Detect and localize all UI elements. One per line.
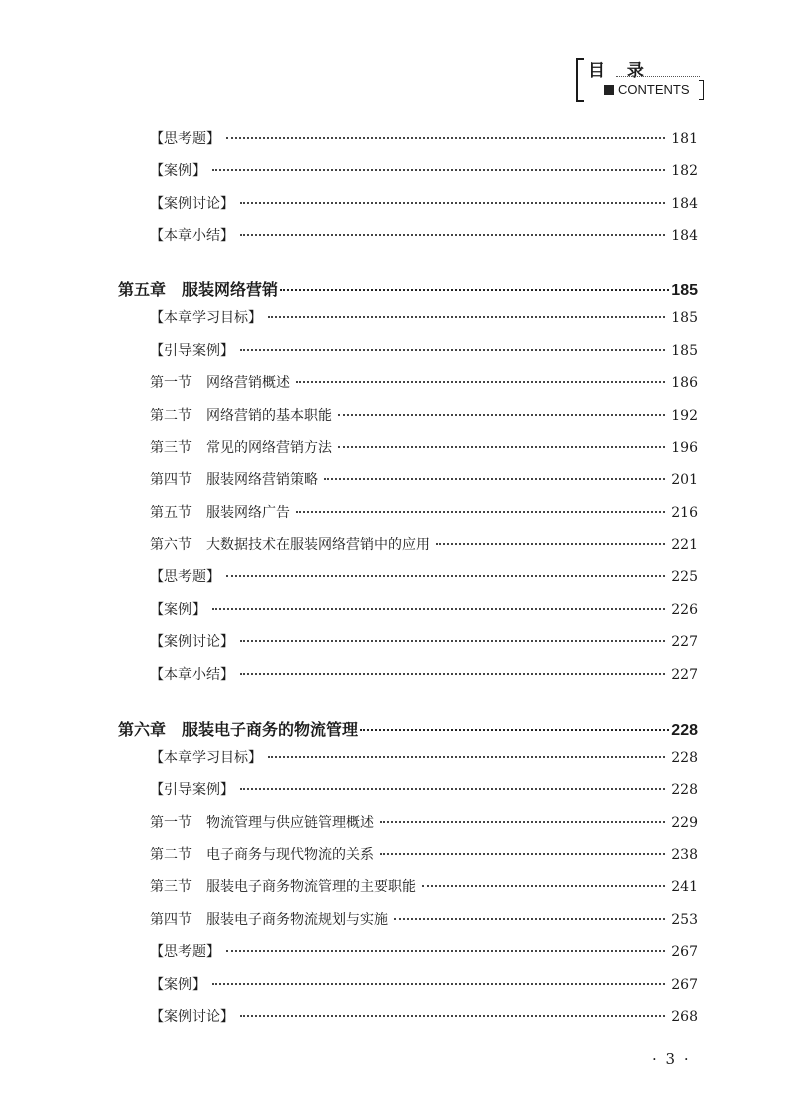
toc-entry-row	[150, 307, 698, 331]
toc-entry-label: 【思考题】	[150, 569, 220, 585]
dot-leader	[212, 608, 665, 610]
toc-entry-row	[150, 844, 698, 868]
dot-leader	[240, 673, 665, 675]
toc-entry-page: 228	[671, 722, 698, 739]
toc-entry-label: 第五章 服装网络营销	[118, 282, 279, 299]
toc-entry-label: 第一节 物流管理与供应链管理概述	[150, 815, 374, 831]
toc-entry-row	[150, 405, 698, 429]
toc-entry-row	[150, 193, 698, 217]
dot-leader	[360, 729, 669, 731]
toc-entry-label: 第三节 服装电子商务物流管理的主要职能	[150, 879, 416, 895]
dot-leader	[226, 137, 665, 139]
toc-entry-label: 第一节 网络营销概述	[150, 375, 290, 391]
dot-leader	[338, 414, 665, 416]
toc-entry-page: 227	[671, 634, 698, 650]
toc-entry-page: 253	[671, 912, 698, 928]
dot-leader	[268, 316, 665, 318]
toc-entry-label: 第四节 服装网络营销策略	[150, 472, 318, 488]
dot-leader	[240, 202, 665, 204]
toc-entry-page: 228	[671, 782, 698, 798]
toc-entry-page: 238	[671, 847, 698, 863]
toc-entry-page: 182	[671, 163, 698, 179]
toc-entry-page: 241	[671, 879, 698, 895]
toc-entry-label: 【案例】	[150, 602, 206, 618]
toc-entry-label: 【案例讨论】	[150, 196, 234, 212]
toc-entry-page: 267	[671, 977, 698, 993]
dot-leader	[296, 511, 665, 513]
toc-entry-page: 221	[671, 537, 698, 553]
dot-leader	[240, 788, 665, 790]
toc-entry-label: 【思考题】	[150, 131, 220, 147]
toc-entry-label: 第五节 服装网络广告	[150, 505, 290, 521]
toc-entry-row	[150, 974, 698, 998]
toc-chapter-row	[118, 717, 698, 741]
dot-leader	[422, 885, 665, 887]
dot-leader	[240, 349, 665, 351]
dot-leader	[240, 234, 665, 236]
dot-leader	[324, 478, 665, 480]
header-title: 目 录	[588, 61, 652, 81]
dot-leader	[212, 983, 665, 985]
toc-entry-row	[150, 502, 698, 526]
dot-leader	[338, 446, 665, 448]
dot-leader	[380, 821, 665, 823]
dot-leader	[212, 169, 665, 171]
toc-entry-page: 216	[671, 505, 698, 521]
header-dotted-rule	[616, 76, 700, 77]
toc-entry-row	[150, 1006, 698, 1030]
toc-entry-label: 第二节 网络营销的基本职能	[150, 408, 332, 424]
toc-entry-row	[150, 340, 698, 364]
toc-entry-page: 268	[671, 1009, 698, 1025]
toc-entry-page: 186	[671, 375, 698, 391]
toc-entry-row	[150, 599, 698, 623]
toc-entry-label: 第六节 大数据技术在服装网络营销中的应用	[150, 537, 430, 553]
toc-entry-label: 【引导案例】	[150, 343, 234, 359]
toc-entry-page: 184	[671, 228, 698, 244]
toc-entry-label: 第六章 服装电子商务的物流管理	[118, 722, 359, 739]
dot-leader	[394, 918, 665, 920]
toc-entry-label: 【本章小结】	[150, 228, 234, 244]
toc-entry-row	[150, 372, 698, 396]
toc-entry-label: 第三节 常见的网络营销方法	[150, 440, 332, 456]
toc-entry-page: 225	[671, 569, 698, 585]
toc-entry-page: 181	[671, 131, 698, 147]
page-number: · 3 ·	[652, 1050, 691, 1068]
toc-entry-page: 228	[671, 750, 698, 766]
dot-leader	[280, 289, 669, 291]
dot-leader	[436, 543, 665, 545]
toc-entry-label: 【本章小结】	[150, 667, 234, 683]
toc-entry-row	[150, 664, 698, 688]
toc-entry-page: 196	[671, 440, 698, 456]
square-bullet-icon	[604, 85, 614, 95]
header-subtitle	[604, 82, 690, 97]
toc-entry-row	[150, 941, 698, 965]
header-bracket-left	[576, 58, 584, 102]
toc-entry-label: 【案例讨论】	[150, 1009, 234, 1025]
dot-leader	[240, 1015, 665, 1017]
toc-entry-row	[150, 566, 698, 590]
toc-entry-label: 【案例】	[150, 977, 206, 993]
running-header	[576, 54, 706, 102]
dot-leader	[226, 575, 665, 577]
toc-entry-page: 185	[671, 310, 698, 326]
toc-entry-label: 【本章学习目标】	[150, 750, 262, 766]
toc-entry-page: 192	[671, 408, 698, 424]
toc-entry-label: 【本章学习目标】	[150, 310, 262, 326]
toc-entry-page: 184	[671, 196, 698, 212]
toc-entry-label: 【案例】	[150, 163, 206, 179]
toc-entry-row	[150, 534, 698, 558]
toc-chapter-row	[118, 277, 698, 301]
toc-entry-row	[150, 909, 698, 933]
dot-leader	[380, 853, 665, 855]
header-subtitle-text: CONTENTS	[618, 82, 690, 97]
toc-entry-row	[150, 876, 698, 900]
toc-entry-label: 【案例讨论】	[150, 634, 234, 650]
toc-entry-label: 第二节 电子商务与现代物流的关系	[150, 847, 374, 863]
toc-entry-page: 185	[671, 343, 698, 359]
toc-entry-row	[150, 631, 698, 655]
toc-entry-page: 201	[671, 472, 698, 488]
dot-leader	[268, 756, 665, 758]
toc-entry-row	[150, 812, 698, 836]
dot-leader	[226, 950, 665, 952]
toc-entry-row	[150, 128, 698, 152]
dot-leader	[240, 640, 665, 642]
toc-entry-row	[150, 160, 698, 184]
toc-entry-page: 267	[671, 944, 698, 960]
toc-entry-row	[150, 225, 698, 249]
header-bracket-right	[699, 80, 704, 100]
toc-entry-label: 【引导案例】	[150, 782, 234, 798]
toc-entry-row	[150, 779, 698, 803]
toc-entry-page: 229	[671, 815, 698, 831]
toc-entry-row	[150, 747, 698, 771]
toc-entry-page: 227	[671, 667, 698, 683]
toc-entry-page: 185	[671, 282, 698, 299]
toc-entry-label: 第四节 服装电子商务物流规划与实施	[150, 912, 388, 928]
toc-entry-row	[150, 469, 698, 493]
toc-entry-row	[150, 437, 698, 461]
dot-leader	[296, 381, 665, 383]
toc-entry-page: 226	[671, 602, 698, 618]
toc-entry-label: 【思考题】	[150, 944, 220, 960]
